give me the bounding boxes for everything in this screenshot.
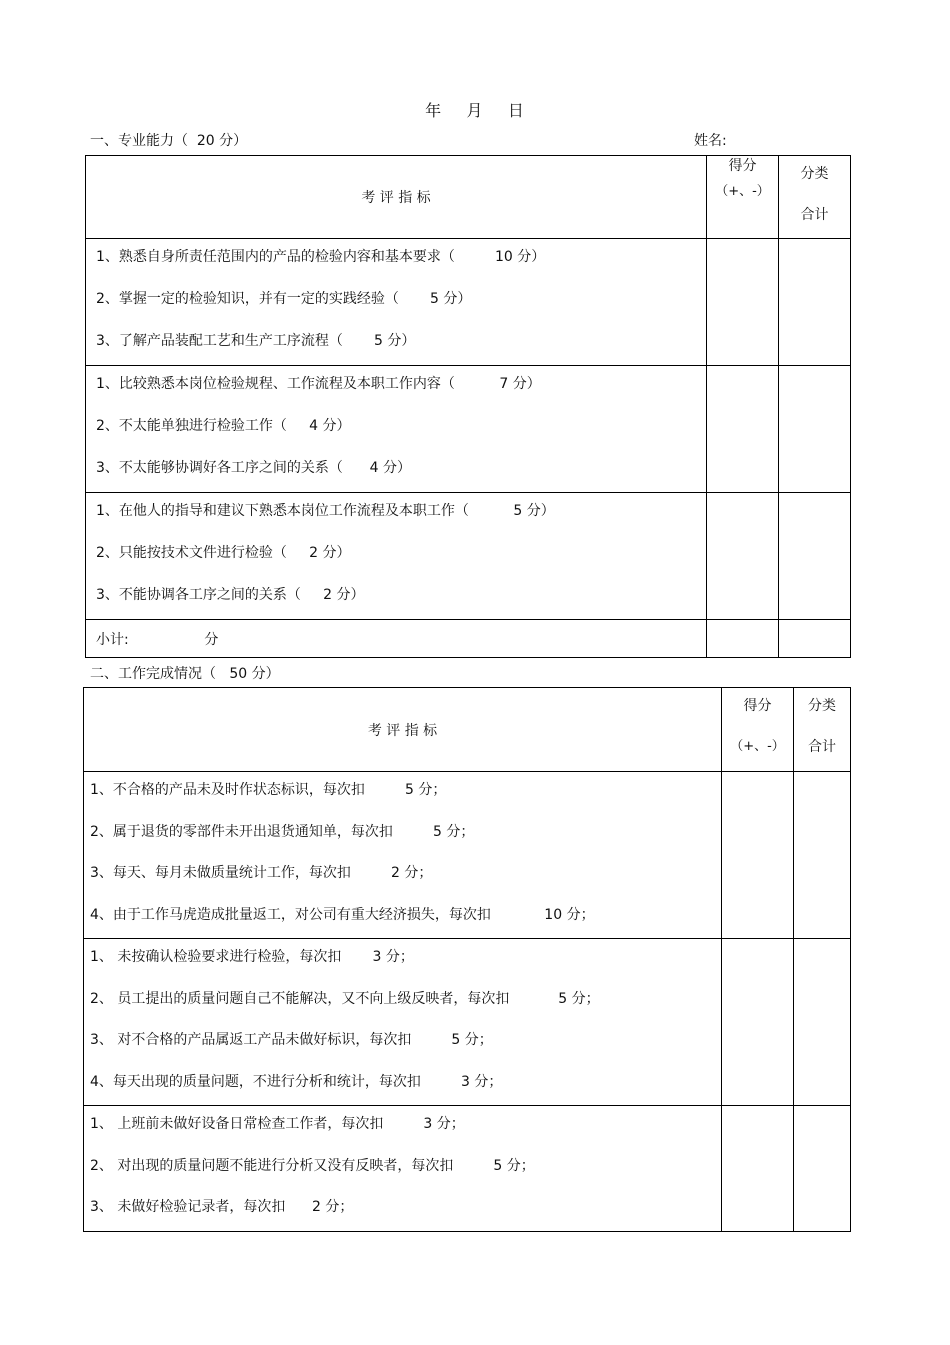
criteria-item: 3、每天、每月未做质量统计工作，每次扣 2 分； [90,865,433,881]
criteria-item: 2、 员工提出的质量问题自己不能解决，又不向上级反映者，每次扣 5 分； [90,990,600,1007]
date-line: 年 月 日 [425,101,525,120]
section2-title: 二、工作完成情况（ 50 分） [90,666,280,682]
name-label: 姓名: [694,133,727,149]
score-sign: （+、-） [715,184,770,199]
score-cell[interactable] [722,772,794,939]
score-label: 得分 [743,698,772,714]
total-cell[interactable] [779,239,851,366]
col-header-class-total [794,688,851,772]
col-header-index: 考 评 指 标 [84,688,722,772]
criteria-item: 1、 上班前未做好设备日常检查工作者，每次扣 3 分； [90,1116,465,1132]
criteria-item: 2、 对出现的质量问题不能进行分析又没有反映者，每次扣 5 分； [90,1157,535,1174]
subtotal-label: 小计: 分 [86,620,707,658]
table-professional-ability [85,155,851,658]
criteria-group-1 [84,772,722,939]
score-cell[interactable] [707,493,779,620]
criteria-item: 2、掌握一定的检验知识，并有一定的实践经验（ 5 分） [96,291,472,307]
score-cell[interactable] [707,239,779,366]
criteria-group-1 [86,239,707,366]
subtotal-score-cell[interactable] [707,620,779,658]
col-header-class-total [779,156,851,239]
score-sign: （+、-） [730,739,785,754]
criteria-item: 4、每天出现的质量问题，不进行分析和统计，每次扣 3 分； [90,1073,503,1090]
criteria-item: 1、比较熟悉本岗位检验规程、工作流程及本职工作内容（ 7 分） [96,376,541,392]
criteria-item: 1、熟悉自身所责任范围内的产品的检验内容和基本要求（ 10 分） [96,249,546,265]
criteria-item: 2、只能按技术文件进行检验（ 2 分） [96,545,351,561]
score-cell[interactable] [707,366,779,493]
total-cell[interactable] [794,1106,851,1232]
criteria-group-3 [84,1106,722,1232]
criteria-item: 3、不能协调各工序之间的关系（ 2 分） [96,587,365,603]
total-label: 合计 [800,207,829,223]
col-header-index: 考 评 指 标 [86,156,707,239]
criteria-item: 3、了解产品装配工艺和生产工序流程（ 5 分） [96,333,416,349]
criteria-item: 3、 未做好检验记录者，每次扣 2 分； [90,1199,354,1215]
total-cell[interactable] [779,493,851,620]
class-label: 分类 [808,698,836,714]
criteria-item: 3、 对不合格的产品属返工产品未做好标识，每次扣 5 分； [90,1032,493,1048]
score-cell[interactable] [722,1106,794,1232]
total-label: 合计 [808,739,836,755]
criteria-item: 1、不合格的产品未及时作状态标识，每次扣 5 分； [90,782,447,798]
criteria-item: 2、不太能单独进行检验工作（ 4 分） [96,418,351,434]
score-label: 得分 [728,158,757,174]
score-cell[interactable] [722,939,794,1106]
criteria-group-3 [86,493,707,620]
col-header-score [722,688,794,772]
class-label: 分类 [800,166,829,182]
criteria-item: 1、 未按确认检验要求进行检验，每次扣 3 分； [90,949,414,965]
total-cell[interactable] [779,366,851,493]
total-cell[interactable] [794,939,851,1106]
criteria-item: 4、由于工作马虎造成批量返工，对公司有重大经济损失，每次扣 10 分； [90,906,595,923]
section1-title: 一、专业能力（ 20 分） [90,133,248,149]
total-cell[interactable] [794,772,851,939]
criteria-item: 3、不太能够协调好各工序之间的关系（ 4 分） [96,460,411,476]
subtotal-total-cell[interactable] [779,620,851,658]
criteria-item: 2、属于退货的零部件未开出退货通知单，每次扣 5 分； [90,823,475,840]
criteria-group-2 [84,939,722,1106]
criteria-item: 1、在他人的指导和建议下熟悉本岗位工作流程及本职工作（ 5 分） [96,503,555,519]
criteria-group-2 [86,366,707,493]
col-header-score [707,156,779,239]
table-work-completion [83,687,851,1232]
